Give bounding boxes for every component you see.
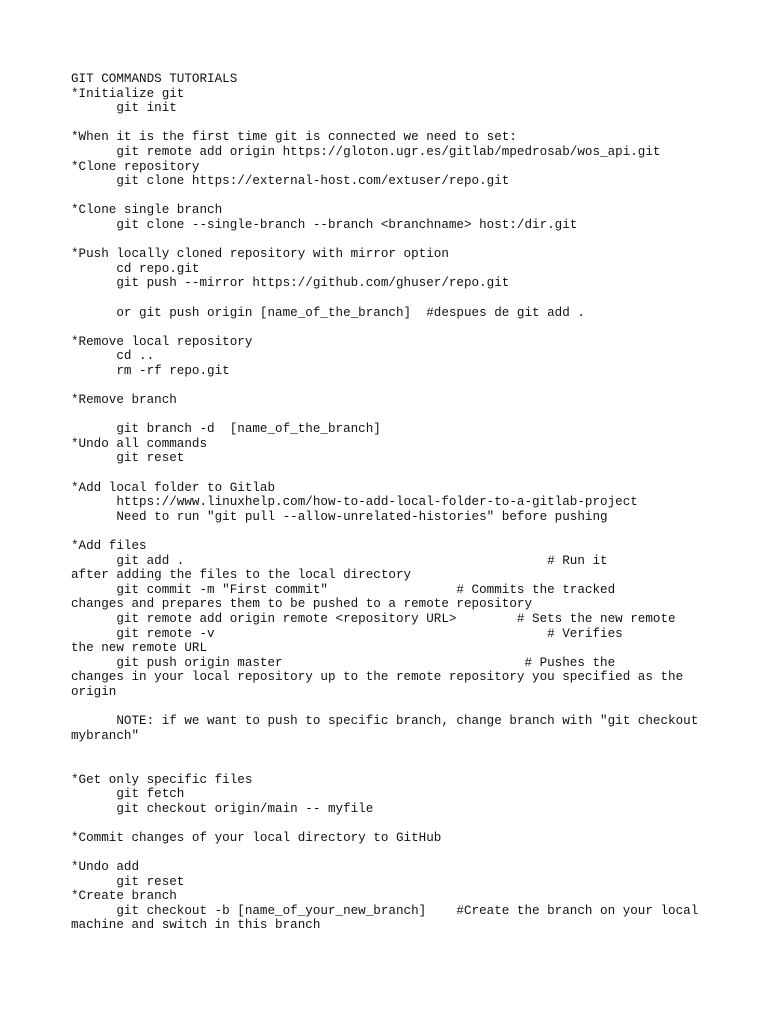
document-body [71,72,711,933]
document-line: *Add files [71,539,147,553]
document-line: git checkout origin/main -- myfile [71,801,374,816]
document-line: *Undo add [71,860,140,875]
document-line: *When it is the first time git is connected we need to set: [71,130,517,145]
document-line: the new remote URL [71,641,208,656]
document-line: or git push origin [name_of_the_branch] #despues de git add . [71,305,585,320]
document-line: git remote add origin remote <repository URL> # Sets the new remote [71,611,676,626]
document-line: git init [71,101,177,116]
document-line [71,189,711,204]
document-line: git fetch [71,787,185,802]
document-line [71,700,711,715]
document-line: rm -rf repo.git [71,363,230,378]
document-line: origin [71,684,117,699]
document-line: *Commit changes of your local directory to GitHub [71,830,442,845]
document-line: cd .. [71,349,155,364]
document-line [71,845,711,860]
document-line [71,291,711,306]
document-line: git reset [71,874,185,889]
document-line: git push origin master # Pushes the [71,655,616,670]
document-line: mybranch" [71,728,140,743]
document-line: git checkout -b [name_of_your_new_branch] #Create the branch on your local [71,903,699,918]
document-line: *Remove local repository [71,334,253,349]
document-line: https://www.linuxhelp.com/how-to-add-local-folder-to-a-gitlab-project [71,495,638,510]
document-line: git branch -d [name_of_the_branch] [71,422,381,437]
document-line: *Undo all commands [71,436,208,451]
document-line: *Add local folder to Gitlab [71,480,276,495]
document-line: *Clone single branch [71,203,223,218]
document-line: after adding the files to the local directory [71,568,412,583]
document-line: NOTE: if we want to push to specific branch, change branch with "git checkout [71,714,699,729]
document-line [71,816,711,831]
document-line [71,233,711,248]
document-line: git remote add origin https://gloton.ugr.es/gitlab/mpedrosab/wos_api.git [71,144,661,159]
document-line: *Clone repository [71,159,200,174]
document-line: *Get only specific files [71,772,253,787]
document-line [71,408,711,423]
document-line [71,758,711,773]
document-line: git reset [71,451,185,466]
document-line: git commit -m "First commit" # Commits the tracked [71,582,616,597]
document-line: machine and switch in this branch [71,918,321,933]
document-line: git push --mirror https://github.com/ghuser/repo.git [71,276,510,291]
document-line [71,116,711,131]
document-line: GIT COMMANDS TUTORIALS [71,72,238,86]
document-line [71,320,711,335]
document-line: changes in your local repository up to the remote repository you specified as the [71,670,684,685]
document-line: git add . # Run it [71,553,608,568]
document-line: *Remove branch [71,393,177,408]
document-line: git clone https://external-host.com/extuser/repo.git [71,174,510,189]
document-line: git clone --single-branch --branch <branchname> host:/dir.git [71,217,578,232]
document-line: git remote -v # Verifies [71,626,623,641]
document-line [71,743,711,758]
document-line: *Initialize git [71,86,185,101]
document-line: Need to run "git pull --allow-unrelated-histories" before pushing [71,509,608,524]
document-line: *Create branch [71,889,177,904]
document-line: cd repo.git [71,261,200,276]
document-line [71,466,711,481]
document-line: *Push locally cloned repository with mirror option [71,247,449,262]
document-line [71,378,711,393]
document-line [71,524,711,539]
document-line: changes and prepares them to be pushed to a remote repository [71,597,533,612]
